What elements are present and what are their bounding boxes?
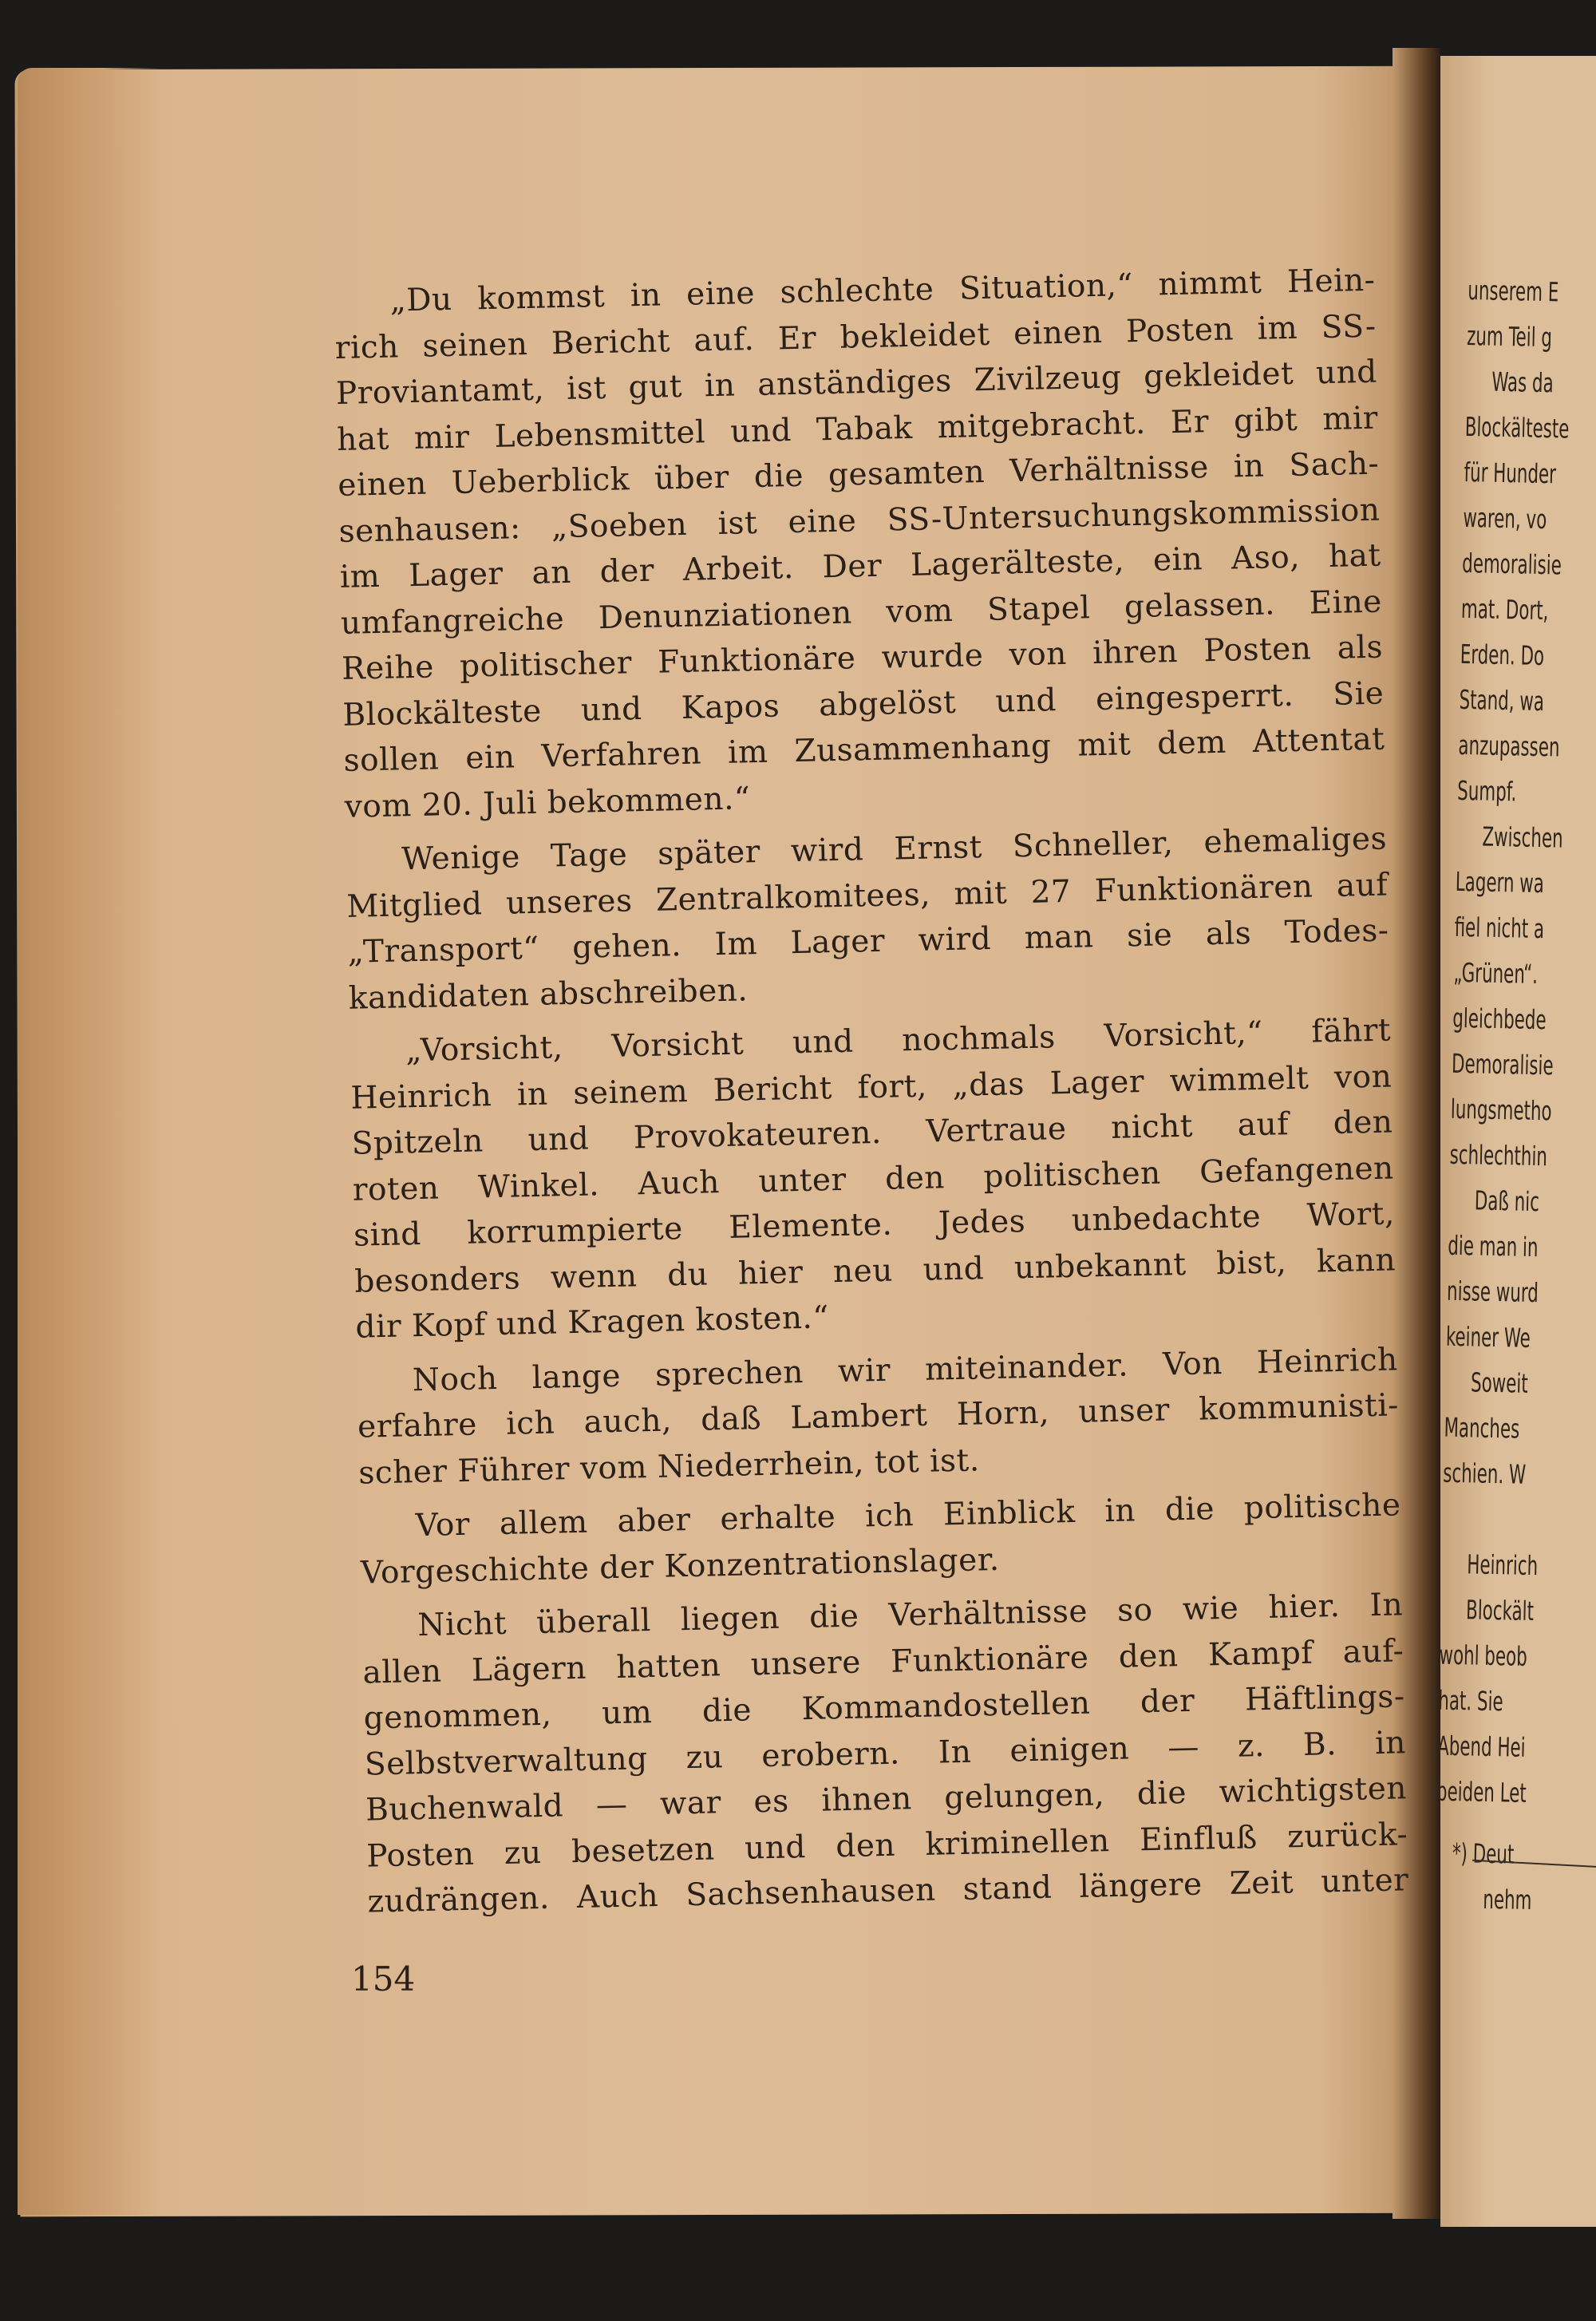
right-text-line: waren, vo [1463, 501, 1547, 536]
text-line: einen Ueberblick über die gesamten Verhältnisse in Sach- [337, 445, 1380, 504]
right-text-line: lungsmetho [1450, 1093, 1553, 1127]
right-text-line: Stand, wa [1459, 683, 1545, 718]
right-text-line: Abend Hei [1436, 1730, 1527, 1763]
text-line: „Vorsicht, Vorsicht und nochmals Vorsicht,“ fährt [405, 1012, 1392, 1070]
text-line: zudrängen. Auch Sachsenhausen stand längere Zeit unter [367, 1862, 1409, 1920]
footnote-line: *) Deut [1452, 1837, 1515, 1870]
text-line: kandidaten abschreiben. [348, 971, 749, 1017]
right-text-line: Soweit [1470, 1366, 1529, 1399]
right-text-line: zum Teil g [1466, 319, 1553, 354]
right-text-line: gleichbede [1452, 1002, 1547, 1036]
main-text-block [334, 258, 1409, 1925]
right-text-line: nisse wurd [1446, 1275, 1539, 1309]
text-line: „Du kommst in eine schlechte Situation,“ nimmt Hein- [389, 262, 1376, 319]
right-text-line: Sumpf. [1456, 774, 1517, 808]
text-line: scher Führer vom Niederrhein, tot ist. [358, 1441, 981, 1492]
text-line: Vor allem aber erhalte ich Einblick in die politische [415, 1487, 1401, 1544]
text-line: dir Kopf und Kragen kosten.“ [355, 1299, 830, 1346]
right-text-line: Blockälteste [1464, 410, 1570, 445]
page-edge-shadow [18, 68, 161, 2215]
text-line: Vorgeschichte der Konzentrationslager. [360, 1541, 1000, 1591]
right-text-line: unserem E [1467, 274, 1559, 308]
right-text-line: Daß nic [1474, 1184, 1540, 1218]
right-text-line [1442, 1496, 1558, 1544]
text-line: rich seinen Bericht auf. Er bekleidet einen Posten im SS- [334, 308, 1377, 366]
right-text-line: für Hunder [1464, 456, 1557, 490]
right-text-line: hat. Sie [1437, 1684, 1504, 1718]
right-text-line: Lagern wa [1455, 865, 1545, 900]
text-line: Nicht überall liegen die Verhältnisse so wie hier. In [417, 1587, 1404, 1644]
right-text-line: Zwischen [1482, 820, 1564, 854]
right-text-line: fiel nicht a [1454, 911, 1545, 945]
right-text-line: Blockält [1465, 1594, 1535, 1627]
right-text-line: die man in [1447, 1229, 1539, 1263]
text-line: „Transport“ gehen. Im Lager wird man sie als Todes- [347, 912, 1389, 971]
text-line: Noch lange sprechen wir miteinander. Von Heinrich [412, 1341, 1399, 1398]
text-line: roten Winkel. Auch unter den politischen Gefangenen [352, 1149, 1395, 1208]
right-text-line: Manches [1444, 1411, 1520, 1445]
page-number: 154 [351, 1959, 416, 1999]
right-text-line: Was da [1491, 366, 1555, 399]
right-text-line: anzupassen [1458, 729, 1560, 763]
footnote-line: nehm [1482, 1883, 1532, 1916]
text-line: senhausen: „Soeben ist eine SS-Untersuchungskommission [338, 492, 1381, 550]
text-line: Buchenwald — war es ihnen gelungen, die wichtigsten [365, 1770, 1408, 1829]
text-line: Blockälteste und Kapos abgelöst und eingesperrt. Sie [342, 675, 1385, 733]
text-line: im Lager an der Arbeit. Der Lagerälteste, ein Aso, hat [339, 537, 1382, 595]
text-line: Posten zu besetzen und den kriminellen Einfluß zurück- [365, 1816, 1408, 1875]
text-line: Selbstverwaltung zu erobern. In einigen — z. B. in [364, 1724, 1407, 1783]
text-line: vom 20. Juli bekommen.“ [344, 780, 751, 825]
text-line: Wenige Tage später wird Ernst Schneller, ehemaliges [401, 820, 1388, 878]
right-text-line: wohl beob [1439, 1639, 1528, 1672]
right-text-line: mat. Dort, [1460, 592, 1549, 627]
right-text-line: schlechthin [1449, 1138, 1548, 1172]
text-line: umfangreiche Denunziationen vom Stapel gelassen. Eine [340, 583, 1383, 642]
text-line: sind korrumpierte Elemente. Jedes unbedachte Wort, [353, 1196, 1396, 1254]
right-text-line: keiner We [1445, 1320, 1531, 1354]
text-line: Spitzeln und Provokateuren. Vertraue nicht auf den [351, 1104, 1393, 1162]
right-text-line: schien. W [1442, 1457, 1527, 1490]
right-text-line: „Grünen“. [1453, 956, 1539, 990]
text-line: erfahre ich auch, daß Lambert Horn, unser kommunisti- [357, 1387, 1400, 1445]
text-line: sollen ein Verfahren im Zusammenhang mit dem Attentat [343, 721, 1385, 779]
text-line: besonders wenn du hier neu und unbekannt bist, kann [354, 1241, 1396, 1300]
text-line: Proviantamt, ist gut in anständiges Zivilzeug gekleidet und [335, 354, 1378, 412]
right-text-line: Erden. Do [1460, 638, 1545, 672]
right-text-line: beiden Let [1436, 1775, 1527, 1809]
text-line: Heinrich in seinem Bericht fort, „das Lager wimmelt von [350, 1058, 1393, 1117]
text-line: Mitglied unseres Zentralkomitees, mit 27 Funktionären auf [346, 867, 1389, 925]
right-text-line: demoralisie [1461, 547, 1562, 581]
right-text-line: Demoralisie [1451, 1047, 1555, 1081]
right-text-line: Heinrich [1466, 1548, 1539, 1582]
text-line: hat mir Lebensmittel und Tabak mitgebracht. Er gibt mir [336, 400, 1379, 458]
text-line: genommen, um die Kommandostellen der Häftlings- [363, 1678, 1405, 1737]
text-line: allen Lägern hatten unsere Funktionäre den Kampf auf- [362, 1632, 1404, 1691]
text-line: Reihe politischer Funktionäre wurde von ihren Posten als [341, 629, 1384, 687]
